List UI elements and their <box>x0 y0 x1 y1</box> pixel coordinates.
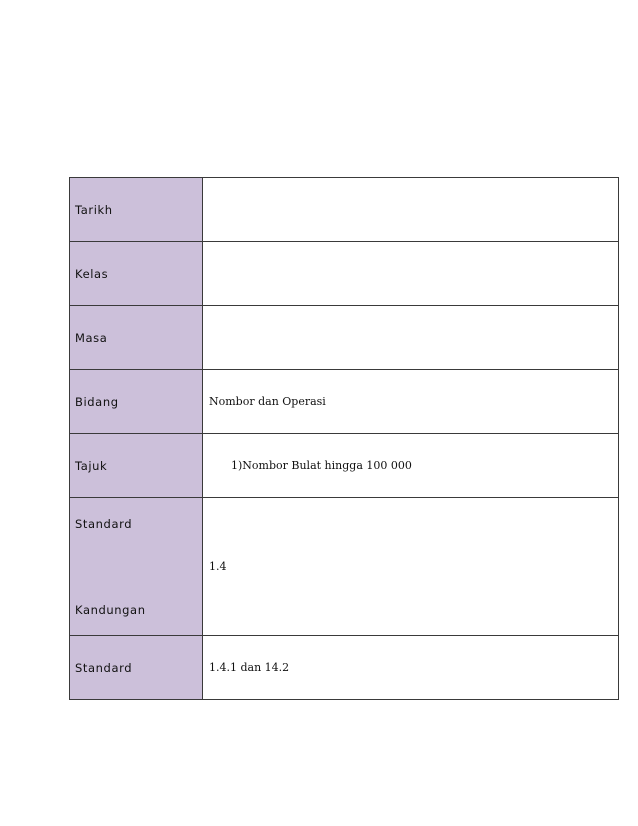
value-masa <box>203 306 619 370</box>
table-row-standard-kandungan <box>70 498 619 636</box>
label-tarikh: Tarikh <box>70 178 203 242</box>
label-standard-line: Standard <box>75 516 133 531</box>
label-kelas: Kelas <box>70 242 203 306</box>
label-kandungan-line: Kandungan <box>75 602 146 617</box>
label-bidang: Bidang <box>70 370 203 434</box>
label-masa: Masa <box>70 306 203 370</box>
table-row-tajuk <box>70 434 619 498</box>
value-standard: 1.4.1 dan 14.2 <box>203 636 619 700</box>
lesson-plan-table <box>69 177 619 700</box>
table-row-standard <box>70 636 619 700</box>
table-row-kelas <box>70 242 619 306</box>
tajuk-text: 1)Nombor Bulat hingga 100 000 <box>231 459 412 472</box>
label-standard-kandungan <box>70 498 203 636</box>
table-row-tarikh <box>70 178 619 242</box>
label-tajuk: Tajuk <box>70 434 203 498</box>
value-tarikh <box>203 178 619 242</box>
value-kelas <box>203 242 619 306</box>
table-row-bidang <box>70 370 619 434</box>
label-standard: Standard <box>70 636 203 700</box>
value-tajuk <box>203 434 619 498</box>
value-bidang: Nombor dan Operasi <box>203 370 619 434</box>
value-standard-kandungan: 1.4 <box>203 498 619 636</box>
table-row-masa <box>70 306 619 370</box>
